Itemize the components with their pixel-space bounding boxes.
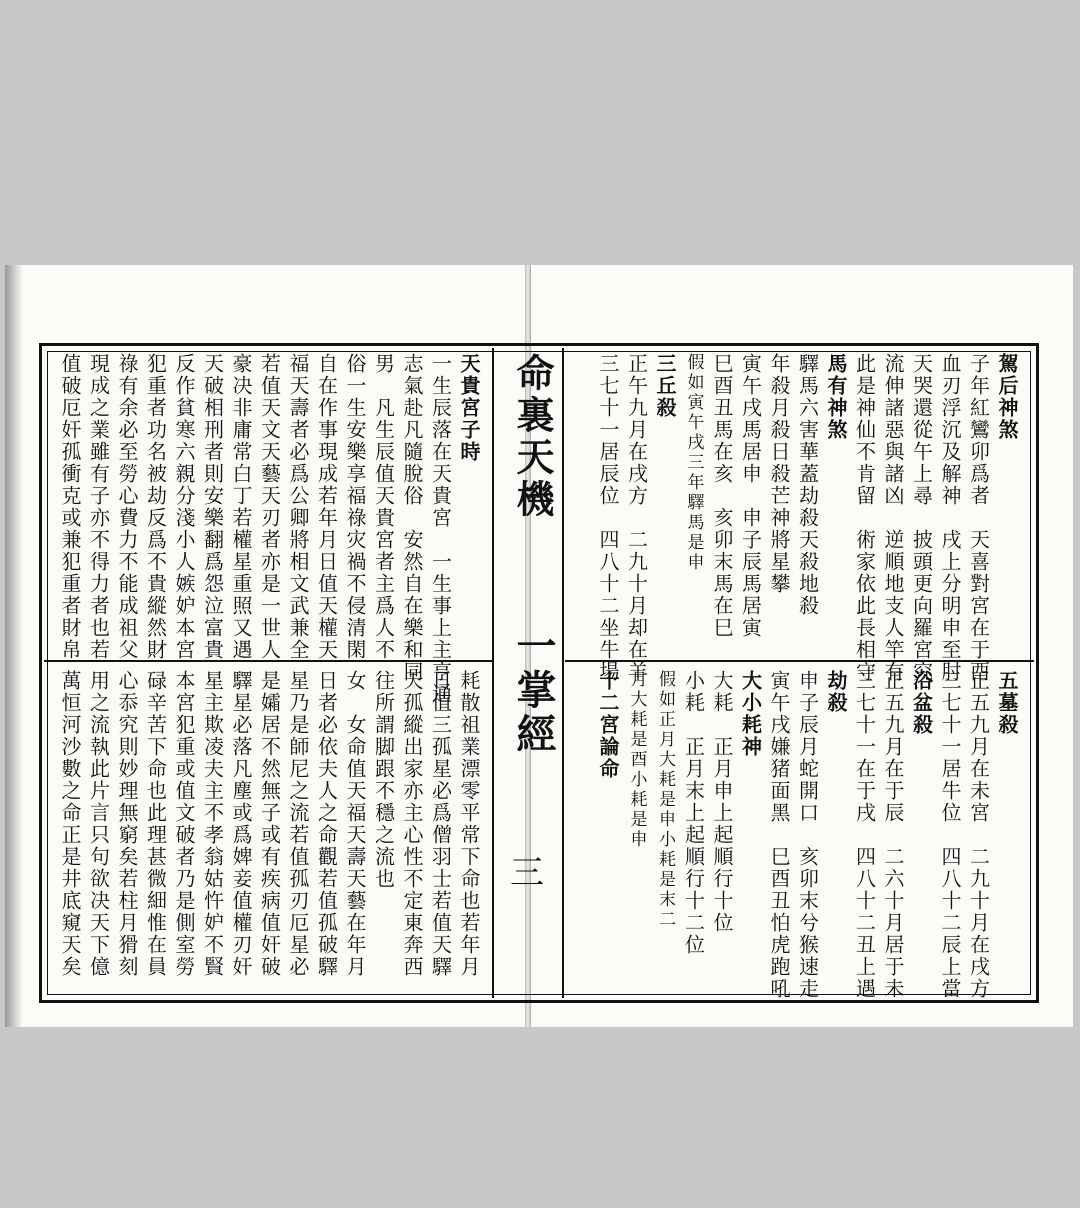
- text-column: 天孤縱出家亦主心性不定東奔西: [400, 670, 424, 978]
- text-column: 子年紅鸞卯爲者 天喜對宮在于酉: [966, 353, 991, 683]
- text-column: 寅午戌嫌猪面黑 巳酉丑怕虎跑吼: [767, 670, 791, 1000]
- text-column: 正五九月在于辰 二六十月居于未: [881, 670, 905, 1000]
- text-column: 心忝究則妙理無窮矣若柱月猾刻: [115, 670, 139, 978]
- section-heading: 大小耗神: [738, 670, 763, 758]
- text-column: 一生辰落在天貴宮 一生事上主亨通: [428, 353, 453, 705]
- section-heading: 三丘殺: [653, 353, 677, 419]
- right-center-divider: [562, 348, 564, 998]
- text-column: 現成之業雖有子亦不得力者也若: [86, 353, 111, 661]
- text-column: 往所謂脚跟不穩之流也: [371, 670, 396, 890]
- text-column: 祿有余必至勞心費力不能成祖父: [115, 353, 139, 661]
- text-column: 正午九月在戌方 二九十月却在羊: [624, 353, 649, 683]
- book-title: 命裏天機: [510, 353, 555, 521]
- text-column: 俗一生安樂享福祿灾禍不侵清閑: [343, 353, 367, 661]
- scanned-book-spread: [5, 265, 1073, 1027]
- text-column: 三七十一居辰位 四八十二坐牛場: [596, 353, 620, 683]
- text-column: 女 女命值天福天壽天藝在年月: [343, 670, 367, 978]
- text-column: 星乃是師尼之流若值孤刃厄星必: [286, 670, 310, 978]
- text-column: 是孀居不然無子或有疾病值奸破: [257, 670, 282, 978]
- text-column: 若值天文天藝天刃者亦是一世人: [257, 353, 282, 661]
- text-column: 大耗 正月申上起順行十位: [710, 670, 734, 934]
- text-column: 日者必依夫人之命觀若值孤破驛: [314, 670, 339, 978]
- text-column: 用之流執此片言只句欲决天下億: [86, 670, 111, 978]
- left-center-divider: [492, 348, 494, 998]
- text-column: 假如寅午戌三年驛馬是申: [683, 353, 704, 573]
- text-column: 申子辰月蛇開口 亥卯末兮猴速走: [795, 670, 820, 1000]
- text-column: 值破厄奸孤衝克或兼犯重者財帛: [58, 353, 82, 661]
- text-column: 年殺月殺日殺芒神將星攀: [767, 353, 791, 595]
- text-column: 反作貧寒六親分淺小人嫉妒本宮: [172, 353, 196, 661]
- text-column: 三七十一在于戌 四八十二丑上遇: [852, 670, 877, 1000]
- text-column: 豪决非庸常白丁若權星重照又遇: [229, 353, 253, 661]
- text-column: 星主欺凌夫主不孝翁姑忤妒不賢: [200, 670, 225, 978]
- text-column: 志氣赴凡隨脫俗 安然自在樂和同: [400, 353, 424, 683]
- section-heading: 劫殺: [824, 670, 848, 714]
- text-column: 此是神仙不肯留 術家依此長相守: [852, 353, 877, 683]
- text-column: 天破相刑者則安樂翻爲怨泣富貴: [200, 353, 225, 661]
- text-column: 男 凡生辰值天貴宮者主爲人不: [371, 353, 396, 661]
- text-column: 碌辛苦下命也此理甚微細惟在員: [143, 670, 168, 978]
- text-column: 寅午戌馬居申 申子辰馬居寅: [738, 353, 763, 639]
- text-column: 福天壽者必爲公卿將相文武兼全: [286, 353, 310, 661]
- text-column: 萬恒河沙數之命正是井底窺天矣: [58, 670, 82, 978]
- text-column: 血刃浮沉及解神 戌上分明申至肘: [938, 353, 962, 683]
- text-column: 驛馬六害華蓋劫殺天殺地殺: [795, 353, 820, 617]
- text-column: 耗散祖業漂零平常下命也若年月: [457, 670, 481, 978]
- text-column: 天哭還從午上尋 披頭更向羅宮究: [909, 353, 934, 683]
- text-column: 巳酉丑馬在亥 亥卯末馬在巳: [710, 353, 734, 639]
- text-column: 流伸諸惡與諸凶 逆順地支人竿有: [881, 353, 905, 683]
- section-heading: 天貴宮子時: [457, 353, 481, 463]
- section-heading: 五墓殺: [995, 670, 1019, 736]
- book-subtitle: 一掌經: [510, 625, 557, 757]
- section-heading: 十二宮論命: [596, 670, 620, 780]
- text-column: 三七十一居牛位 四八十二辰上當: [938, 670, 962, 1000]
- page-number: 三: [510, 853, 544, 893]
- text-column: 日值三孤星必爲僧羽士若值天驛: [428, 670, 453, 978]
- text-column: 驛星必落凡塵或爲婢妾值權刃奸: [229, 670, 253, 978]
- text-column: 正五九月在未宮 二九十月在戌方: [966, 670, 991, 1000]
- text-column: 小耗 正月末上起順行十二位: [681, 670, 706, 956]
- text-column: 本宮犯重或值文破者乃是側室勞: [172, 670, 196, 978]
- page-edge-shadow: [5, 265, 23, 1027]
- section-heading: 駕后神煞: [995, 353, 1019, 441]
- text-column: 月大耗是酉小耗是申: [626, 670, 647, 850]
- section-heading: 浴盆殺: [909, 670, 934, 736]
- text-column: 假如正月大耗是申小耗是末二: [655, 670, 675, 930]
- section-heading: 馬有神煞: [824, 353, 848, 441]
- text-column: 自在作事現成若年月日值天權天: [314, 353, 339, 661]
- text-column: 犯重者功名被劫反爲不貴縱然財: [143, 353, 168, 661]
